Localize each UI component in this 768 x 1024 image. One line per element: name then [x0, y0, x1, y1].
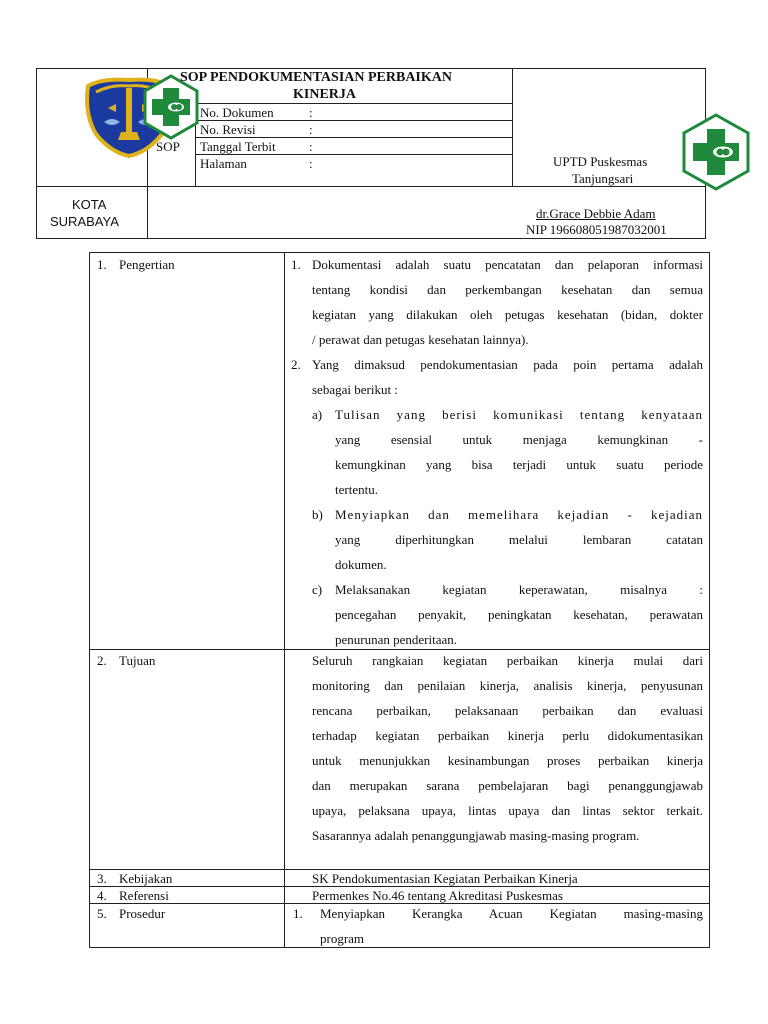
sop-header — [0, 0, 768, 245]
city-line2: SURABAYA — [50, 214, 119, 229]
document-title-line1: SOP PENDOKUMENTASIAN PERBAIKAN — [180, 70, 452, 85]
pengertian-sub-b-line: dokumen. — [335, 557, 387, 572]
pengertian-sub-c-num: c) — [312, 582, 323, 597]
pengertian-sub-c-line: Melaksanakan kegiatan keperawatan, misalnya : — [335, 582, 703, 597]
section-num-kebijakan: 3. — [97, 871, 107, 886]
pengertian-sub-a-num: a) — [312, 407, 323, 422]
field-no-dokumen-sep: : — [309, 105, 313, 120]
pengertian-item2-line: sebagai berikut : — [312, 382, 398, 397]
signer-name: dr.Grace Debbie Adam — [536, 206, 656, 221]
tujuan-line: rencana perbaikan, pelaksanaan perbaikan dan evaluasi — [312, 703, 703, 718]
pengertian-item1-line: / perawat dan petugas kesehatan lainnya). — [312, 332, 529, 347]
section-label-referensi: Referensi — [119, 888, 169, 903]
pengertian-item2-num: 2. — [291, 357, 301, 372]
pengertian-item1-num: 1. — [291, 257, 301, 272]
section-label-pengertian: Pengertian — [119, 257, 175, 272]
prosedur-item1-line: Menyiapkan Kerangka Acuan Kegiatan masing-masing — [320, 906, 703, 921]
prosedur-item1-line: program — [320, 931, 365, 946]
org-name-line1: UPTD Puskesmas — [553, 154, 648, 169]
field-tanggal-terbit-sep: : — [309, 139, 313, 154]
pengertian-sub-c-line: pencegahan penyakit, peningkatan kesehatan, perawatan — [335, 607, 703, 622]
tujuan-line: dan merupakan sarana pembelajaran bagi penanggungjawab — [312, 778, 703, 793]
section-label-kebijakan: Kebijakan — [119, 871, 173, 886]
pengertian-sub-a-line: kemungkinan yang bisa terjadi untuk suatu periode — [335, 457, 703, 472]
pengertian-sub-a-line: Tulisan yang berisi komunikasi tentang kenyataan — [335, 407, 703, 422]
tujuan-line: upaya, pelaksana upaya, lintas upaya dan lintas sektor terkait. — [312, 803, 703, 818]
prosedur-item1-num: 1. — [293, 906, 303, 921]
sop-label: SOP — [156, 139, 180, 154]
pengertian-item1-line: tentang kondisi dan perkembangan kesehatan dan semua — [312, 282, 703, 297]
tujuan-line: Sasarannya adalah penanggungjawab masing-masing program. — [312, 828, 640, 843]
section-num-tujuan: 2. — [97, 653, 107, 668]
section-label-prosedur: Prosedur — [119, 906, 166, 921]
city-line1: KOTA — [72, 197, 107, 212]
tujuan-line: untuk menunjukkan kesinambungan proses perbaikan kinerja — [312, 753, 703, 768]
section-num-prosedur: 5. — [97, 906, 107, 921]
section-num-pengertian: 1. — [97, 257, 107, 272]
tujuan-line: monitoring dan penilaian kinerja, analisis kinerja, penyusunan — [312, 678, 703, 693]
pengertian-item1-line: kegiatan yang dilakukan oleh petugas kesehatan (bidan, dokter — [312, 307, 703, 322]
field-no-revisi-sep: : — [309, 122, 313, 137]
org-name-line2: Tanjungsari — [572, 171, 634, 186]
field-tanggal-terbit-label: Tanggal Terbit — [200, 139, 276, 154]
section-num-referensi: 4. — [97, 888, 107, 903]
pengertian-sub-b-line: yang diperhitungkan melalui lembaran catatan — [335, 532, 703, 547]
field-halaman-label: Halaman — [200, 156, 247, 171]
pengertian-sub-c-line: penurunan penderitaan. — [335, 633, 458, 647]
signer-nip: NIP 196608051987032001 — [526, 222, 667, 237]
section-label-tujuan: Tujuan — [119, 653, 156, 668]
pengertian-sub-a-line: yang esensial untuk menjaga kemungkinan - — [335, 432, 703, 447]
pengertian-item2-line: Yang dimaksud pendokumentasian pada poin pertama adalah — [312, 357, 703, 372]
pengertian-item1-line: Dokumentasi adalah suatu pencatatan dan pelaporan informasi — [312, 257, 703, 272]
puskesmas-cross-logo — [681, 112, 751, 192]
tujuan-line: terhadap kegiatan perbaikan kinerja perlu didokumentasikan — [312, 728, 703, 743]
field-no-revisi-label: No. Revisi — [200, 122, 256, 137]
pengertian-sub-b-num: b) — [312, 507, 323, 522]
pengertian-sub-b-line: Menyiapkan dan memelihara kejadian - kejadian — [335, 507, 703, 522]
referensi-value: Permenkes No.46 tentang Akreditasi Puskesmas — [312, 888, 563, 903]
field-no-dokumen-label: No. Dokumen — [200, 105, 274, 120]
document-title-line2: KINERJA — [293, 87, 357, 102]
tujuan-line: Seluruh rangkaian kegiatan perbaikan kinerja mulai dari — [312, 653, 703, 668]
pengertian-sub-a-line: tertentu. — [335, 482, 378, 497]
kebijakan-value: SK Pendokumentasian Kegiatan Perbaikan Kinerja — [312, 871, 578, 886]
field-halaman-sep: : — [309, 156, 313, 171]
